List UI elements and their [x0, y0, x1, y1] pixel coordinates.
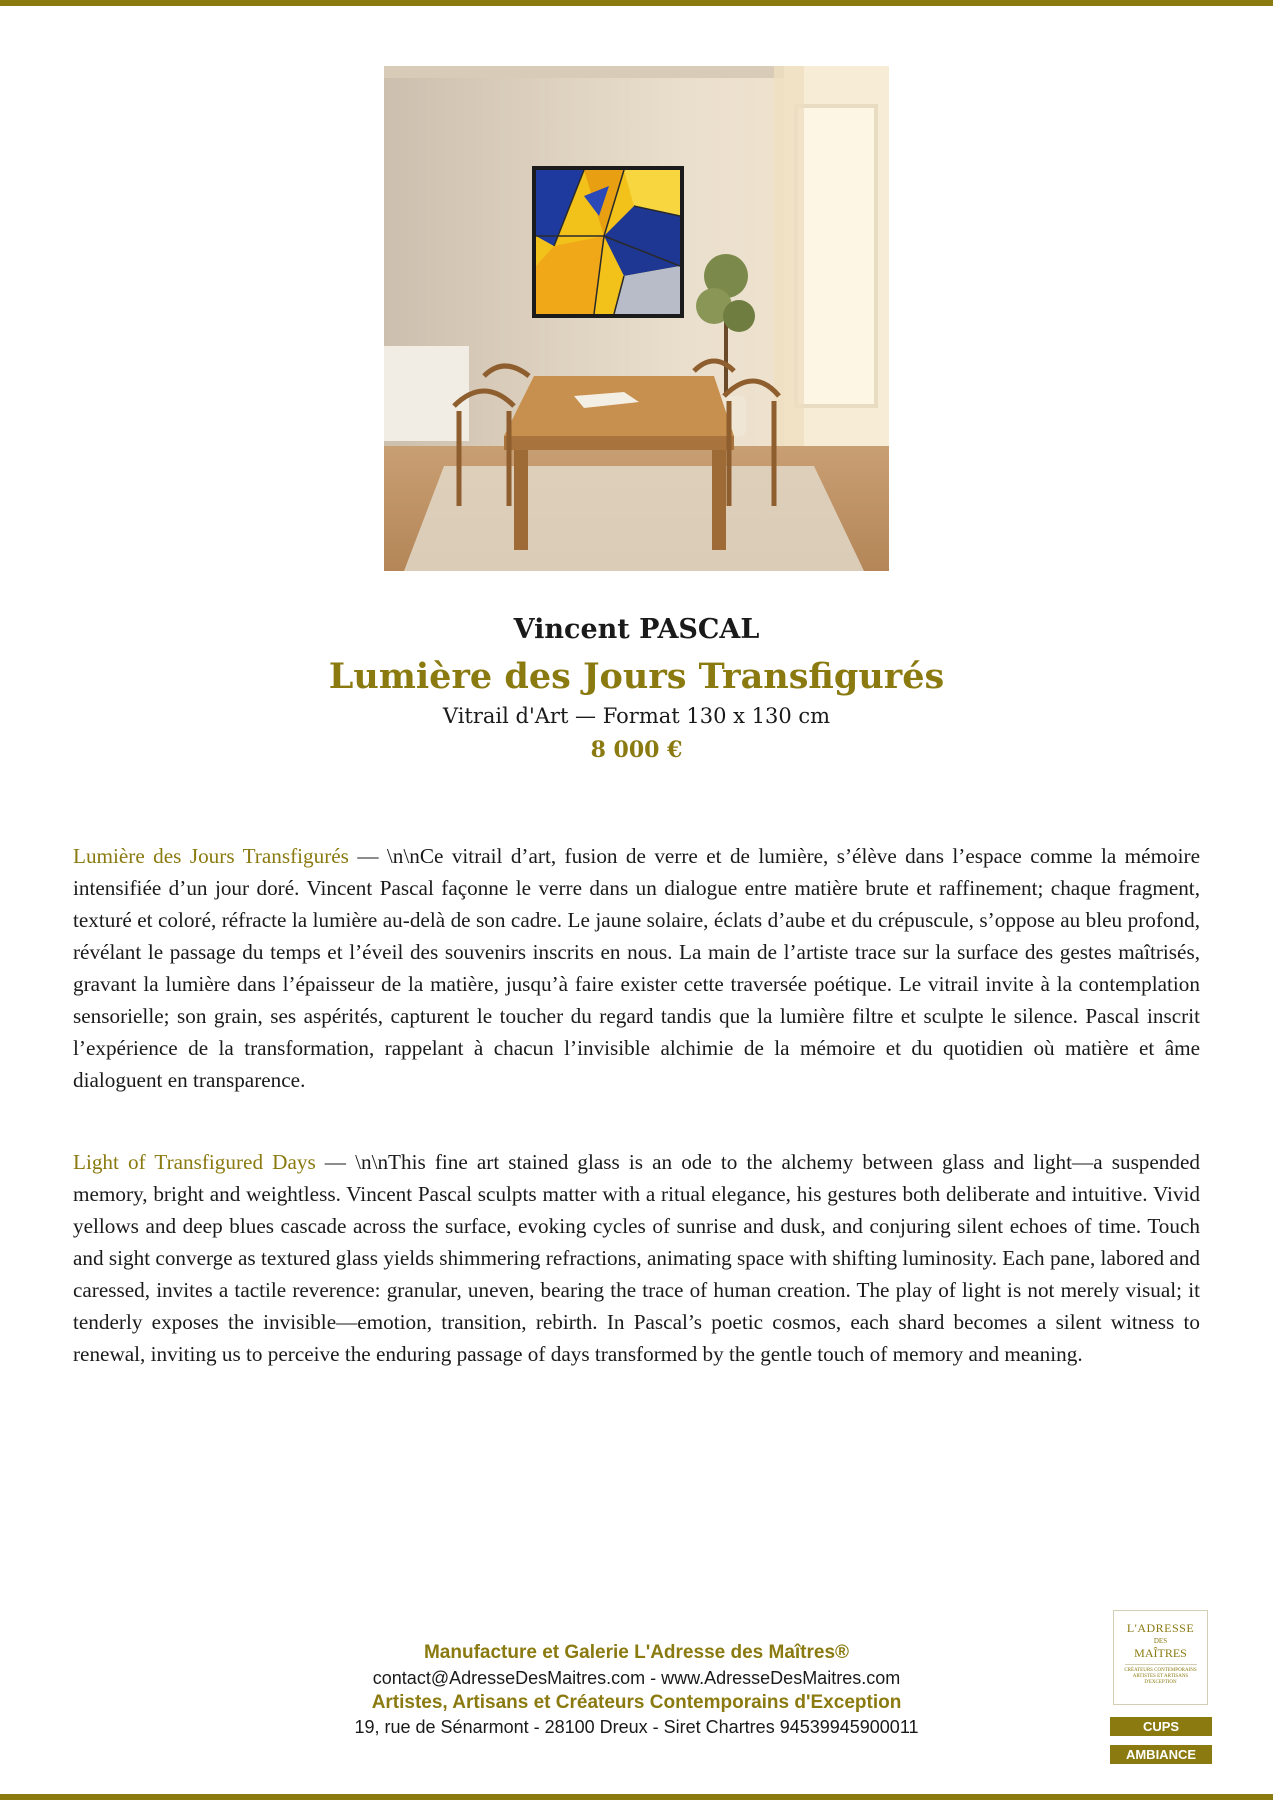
description-french-lead: Lumière des Jours Transfigurés — [73, 844, 349, 868]
interior-scene-image — [384, 66, 889, 571]
ambiance-badge: AMBIANCE — [1110, 1745, 1212, 1764]
description-english-body: — \n\nThis fine art stained glass is an ode to the alchemy between glass and light—a suspended memory, bright and weightless. Vincent Pascal sculpts matter with a ritual elegance, his gestures both deliberate and intuitive. Vivid yellows and deep blues cascade across the surface, evoking cycles of sunrise and dusk, and conjuring silent echoes of time. Touch and sight converge as textured glass yields shimmering refractions, animating space with shifting luminosity. Each pane, labored and caressed, invites a tactile reverence: granular, uneven, bearing the trace of human creation. The play of light is not merely visual; it tenderly exposes the invisible—emotion, transition, rebirth. In Pascal’s poetic cosmos, each shard becomes a silent witness to renewal, inviting us to perceive the enduring passage of days transformed by the gentle touch of memory and meaning. — [73, 1150, 1200, 1366]
footer-address: 19, rue de Sénarmont - 28100 Dreux - Siret Chartres 94539945900011 — [354, 1717, 919, 1737]
artist-name: Vincent PASCAL — [513, 614, 760, 645]
footer-tagline: Artistes, Artisans et Créateurs Contemporains d'Exception — [371, 1692, 902, 1713]
logo-line-3: MAÎTRES — [1134, 1646, 1187, 1660]
footer-contact: contact@AdresseDesMaitres.com - www.AdresseDesMaitres.com — [372, 1668, 901, 1688]
gallery-logo — [1113, 1610, 1208, 1705]
artwork-photo — [384, 66, 889, 571]
logo-line-1: L'ADRESSE — [1126, 1621, 1195, 1635]
description-english — [73, 1146, 1200, 1370]
description-english-lead: Light of Transfigured Days — [73, 1150, 316, 1174]
logo-line-4: CRÉATEURS CONTEMPORAINS ARTISTES ET ARTISANS D'EXCEPTION — [1124, 1668, 1197, 1685]
bottom-accent-bar — [0, 1794, 1273, 1800]
artwork-price: 8 000 € — [590, 737, 683, 763]
description-french — [73, 840, 1200, 1096]
description-french-body: — \n\nCe vitrail d’art, fusion de verre et de lumière, s’élève dans l’espace comme la mémoire intensifiée d’un jour doré. Vincent Pascal façonne le verre dans un dialogue entre matière brute et raffinement; chaque fragment, texturé et coloré, réfracte la lumière au-delà de son cadre. Le jaune solaire, éclats d’aube et du crépuscule, s’oppose au bleu profond, révélant le passage du temps et l’éveil des souvenirs inscrits en nous. La main de l’artiste trace sur la surface des gestes maîtrisés, gravant la lumière dans l’épaisseur de la matière, jusqu’à faire exister cette traversée poétique. Le vitrail invite à la contemplation sensorielle; son grain, ses aspérités, capturent le toucher du regard tandis que la lumière filtre et sculpte le silence. Pascal inscrit l’expérience de la transformation, rappelant à chacun l’invisible alchimie de la mémoire et du quotidien où matière et âme dialoguent en transparence. — [73, 844, 1200, 1092]
cups-badge: CUPS — [1110, 1717, 1212, 1736]
logo-line-2: DES — [1153, 1637, 1168, 1645]
stained-glass-artwork — [532, 166, 684, 318]
logo-divider — [1125, 1664, 1197, 1665]
footer-company: Manufacture et Galerie L'Adresse des Maîtres® — [423, 1642, 850, 1663]
top-accent-bar — [0, 0, 1273, 6]
artwork-title: Lumière des Jours Transfigurés — [328, 656, 945, 697]
artwork-subtitle: Vitrail d'Art — Format 130 x 130 cm — [442, 704, 831, 728]
